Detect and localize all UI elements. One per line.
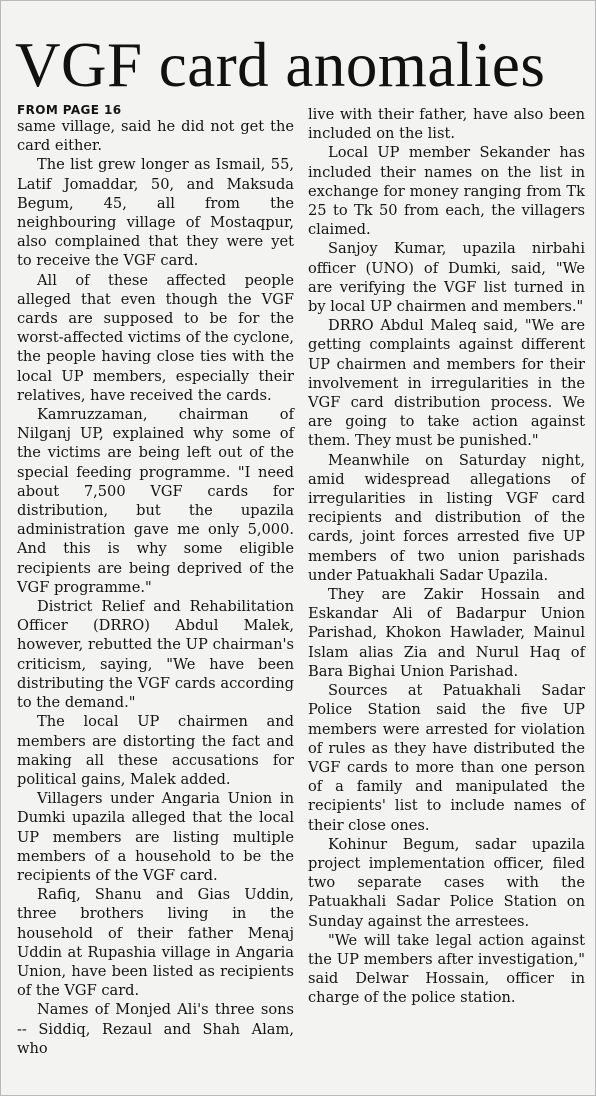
paragraph: Kamruzzaman, chairman of Nilganj UP, explained why some of the victims are being left out of the special feeding programme. "I need about 7,500 VGF cards for distribution, but the upazila administration gave me only 5,000. And this is why some eligible recipients are being deprived of the VGF programme." [17,406,294,596]
paragraph: live with their father, have also been included on the list. [308,106,585,143]
right-column [308,105,585,1008]
paragraph: Sanjoy Kumar, upazila nirbahi officer (UNO) of Dumki, said, "We are verifying the VGF list turned in by local UP chairmen and members." [308,240,585,316]
paragraph: Rafiq, Shanu and Gias Uddin, three brothers living in the household of their father Menaj Uddin at Rupashia village in Angaria Union, have been listed as recipients of the VGF card. [17,886,294,1000]
paragraph: All of these affected people alleged that even though the VGF cards are supposed to be for the worst-affected victims of the cyclone, the people having close ties with the local UP members, especially their relatives, have received the cards. [17,271,294,404]
jump-line: FROM PAGE 16 [17,103,122,117]
paragraph: Local UP member Sekander has included their names on the list in exchange for money ranging from Tk 25 to Tk 50 from each, the villagers claimed. [308,144,585,239]
paragraph: The list grew longer as Ismail, 55, Latif Jomaddar, 50, and Maksuda Begum, 45, all from the neighbouring village of Mostaqpur, also complained that they were yet to receive the VGF card. [17,156,294,270]
paragraph: They are Zakir Hossain and Eskandar Ali of Badarpur Union Parishad, Khokon Hawlader, Mainul Islam alias Zia and Nurul Haq of Bara Bighai Union Parishad. [308,586,585,680]
paragraph: DRRO Abdul Maleq said, "We are getting complaints against different UP chairmen and members for their involvement in irregularities in the VGF card distribution process. We are going to take action against them. They must be punished." [308,317,585,450]
paragraph: District Relief and Rehabilitation Officer (DRRO) Abdul Malek, however, rebutted the UP chairman's criticism, saying, "We have been distributing the VGF cards according to the demand." [17,598,294,712]
headline: VGF card anomalies [15,30,546,100]
paragraph: The local UP chairmen and members are distorting the fact and making all these accusations for political gains, Malek added. [17,713,294,788]
paragraph: Sources at Patuakhali Sadar Police Station said the five UP members were arrested for violation of rules as they have distributed the VGF cards to more than one person of a family and manipulated the recipients' list to include names of their close ones. [308,682,585,834]
paragraph: Meanwhile on Saturday night, amid widespread allegations of irregularities in listing VGF card recipients and distribution of the cards, joint forces arrested five UP members of two union parishads under Patuakhali Sadar Upazila. [308,451,585,584]
left-column [17,103,294,1058]
paragraph: Names of Monjed Ali's three sons -- Siddiq, Rezaul and Shah Alam, who [17,1001,294,1057]
paragraph: same village, said he did not get the card either. [17,118,294,155]
paragraph: Kohinur Begum, sadar upazila project implementation officer, filed two separate cases with the Patuakhali Sadar Police Station on Sunday against the arrestees. [308,835,585,930]
paragraph: "We will take legal action against the UP members after investigation," said Delwar Hossain, officer in charge of the police station. [308,931,585,1007]
paragraph: Villagers under Angaria Union in Dumki upazila alleged that the local UP members are listing multiple members of a household to be the recipients of the VGF card. [17,790,294,884]
